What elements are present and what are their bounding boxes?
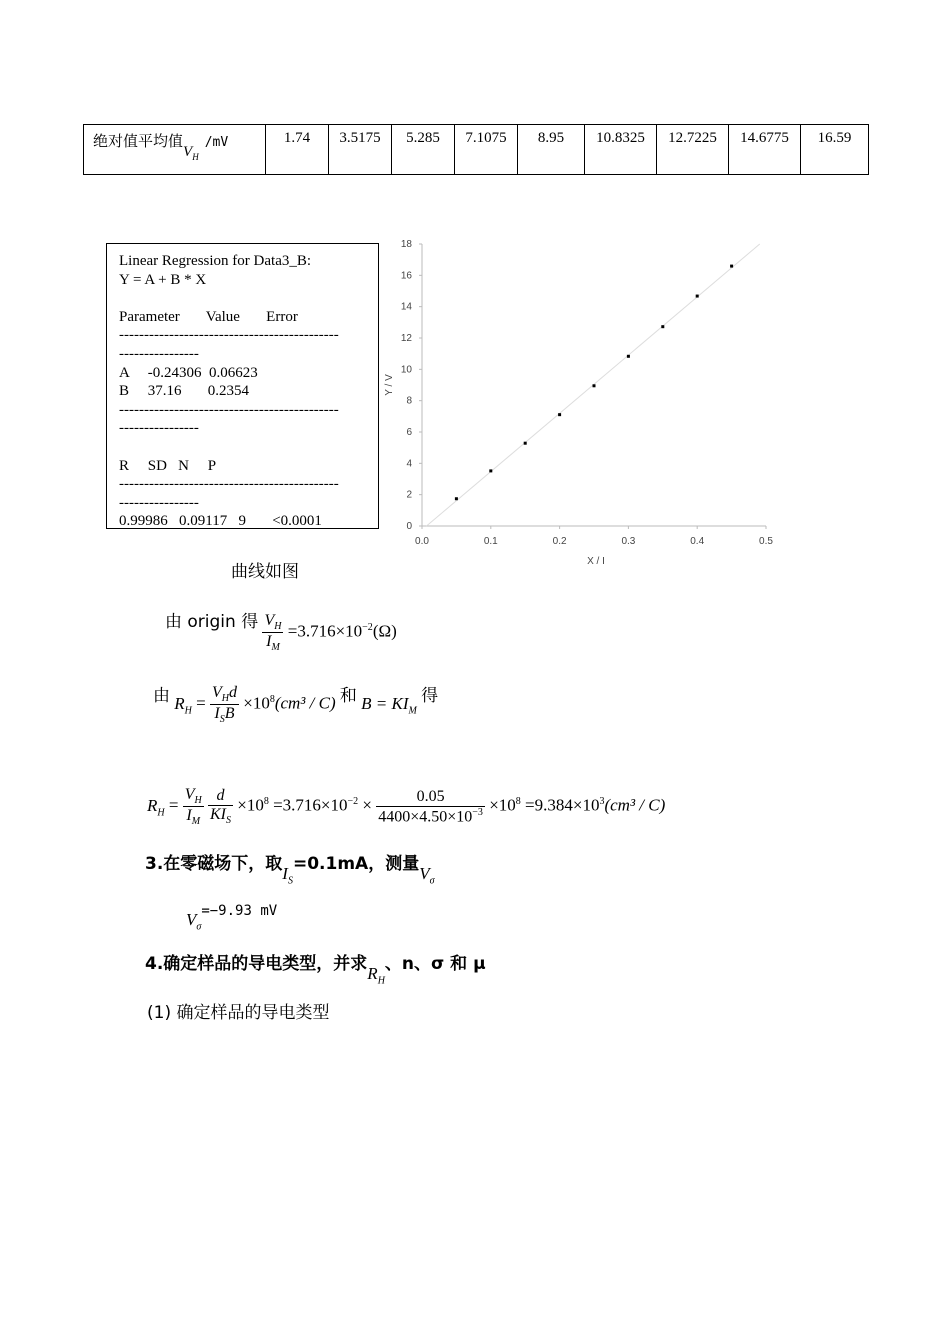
fraction-vh-im: $\frac{V_H}{I_M}$ (184, 786, 202, 828)
table-cell: 14.6775 (729, 125, 801, 175)
fraction-vh-im: $\frac{V_H}{I_M}$ (264, 612, 282, 654)
x-tick-label: 0.3 (621, 536, 636, 547)
regression-line: ---------------- (119, 345, 199, 362)
data-point (593, 384, 596, 387)
y-tick-label: 12 (400, 333, 412, 344)
regression-line: R SD N P (119, 457, 217, 474)
table-cell: 16.59 (801, 125, 869, 175)
equation-hall-coefficient-result: $R_H$ = $\frac{V_H}{I_M}$ $\frac{d}{KI_S}$ $\times 10^8 =3.716\times 10^{-2}$ × $\frac{0.05}{4400\times 4.50\times 10^{-3}}$ $\times 10^8 =9.384\times 10^3(cm^3 / C)$ (147, 786, 666, 828)
y-tick-label: 6 (406, 427, 412, 438)
fraction-vh-d-over-is-b: $\frac{V_Hd}{I_SB}$ (211, 684, 237, 726)
chart-caption: 曲线如图 (231, 562, 299, 582)
row-label-cell (84, 125, 266, 175)
section-3-result (186, 900, 278, 933)
result-value: =9.384×10 (525, 795, 600, 815)
fraction-numeric: $\frac{0.05}{4400\times 4.50\times 10^{-3}}$ (378, 787, 483, 825)
data-point (455, 497, 458, 500)
is-symbol: $I_S$ (282, 864, 293, 887)
table-cell: 8.95 (518, 125, 585, 175)
regression-line: -------------------------------------------- (119, 401, 339, 418)
x-axis-label: X / I (587, 556, 605, 567)
regression-line: Linear Regression for Data3_B: (119, 253, 312, 269)
x-tick-label: 0.2 (552, 536, 567, 547)
x-tick-label: 0.0 (415, 536, 429, 547)
section-4-subheading: (1) 确定样品的导电类型 (147, 1003, 330, 1023)
x-tick-label: 0.4 (690, 536, 705, 547)
data-point (524, 442, 527, 445)
vh-symbol: $V_H$ (183, 144, 199, 162)
table-cell: 10.8325 (585, 125, 657, 175)
regression-line: ---------------- (119, 494, 199, 511)
regression-line: ---------------- (119, 420, 199, 437)
table-cell: 1.74 (266, 125, 329, 175)
regression-line: B 37.16 0.2354 (119, 383, 250, 400)
y-tick-label: 18 (400, 239, 412, 250)
y-tick-label: 14 (400, 301, 412, 313)
section-3-heading: 3.在零磁场下，取$I_S=0.1mA$，测量$V_\sigma$ (145, 854, 435, 887)
data-point (730, 265, 733, 268)
regression-line: -------------------------------------------- (119, 476, 339, 493)
equation-unit: (cm³ / C) (604, 795, 666, 815)
data-point (489, 469, 492, 472)
y-axis-label: Y / V (384, 374, 395, 396)
regression-line: A -0.24306 0.06623 (119, 364, 258, 381)
y-tick-label: 10 (400, 364, 412, 376)
equation-unit: (Ω) (372, 621, 397, 641)
regression-line (119, 289, 378, 308)
regression-line (119, 438, 378, 457)
equation-prefix: 由 origin 得 (165, 611, 259, 632)
regression-line: -------------------------------------------- (119, 327, 339, 344)
vo-symbol: $V_\sigma$ (186, 910, 202, 933)
equation-resistance: 由 origin 得 $\frac{V_H}{I_M}$ $=3.716\times 10^{-2}(\Omega)$ (165, 611, 397, 654)
equation-hall-coefficient-definition: 由 $R_H$ = $\frac{V_Hd}{I_SB}$ $\times 10^8(cm^3 / C)$ 和 $B = KI_M$ 得 (153, 684, 439, 726)
regression-line: Y = A + B * X (119, 271, 207, 288)
y-tick-label: 16 (400, 270, 412, 282)
table-cell: 5.285 (392, 125, 455, 175)
y-tick-label: 4 (406, 458, 412, 470)
b-equation: $B = KI_M$ (361, 693, 417, 716)
regression-line: 0.99986 0.09117 9 <0.0001 (119, 513, 322, 529)
x-tick-label: 0.1 (483, 536, 498, 547)
y-tick-label: 0 (406, 521, 412, 532)
y-tick-label: 2 (406, 489, 412, 501)
y-tick-label: 8 (406, 395, 412, 407)
fraction-d-kis: $\frac{d}{KI_S}$ (209, 787, 231, 827)
row-label: 绝对值平均值 (93, 132, 184, 150)
table-cell: 12.7225 (657, 125, 729, 175)
x-tick-label: 0.5 (759, 536, 773, 547)
table-cell: 7.1075 (455, 125, 518, 175)
scatter-chart (378, 235, 788, 570)
vo-symbol: $V_\sigma$ (419, 864, 435, 887)
regression-results-box (106, 243, 379, 529)
data-point (627, 355, 630, 358)
vo-value: =−9.93 mV (201, 903, 278, 919)
rh-symbol: $R_H$ (367, 964, 385, 987)
hall-voltage-table (83, 124, 869, 175)
section-4-heading: 4.确定样品的导电类型，并求$R_H$、n、σ 和 μ (145, 954, 486, 987)
equation-value: =3.716×10 (287, 621, 363, 641)
equation-unit: (cm³ / C) (274, 693, 336, 713)
regression-line: Parameter Value Error (119, 308, 298, 325)
unit-label: /mV (204, 135, 229, 150)
data-point (558, 413, 561, 416)
data-point (661, 325, 664, 328)
data-point (696, 295, 699, 298)
table-cell: 3.5175 (329, 125, 392, 175)
rh-symbol: $R_H$ (174, 693, 192, 716)
table-row (84, 125, 869, 175)
